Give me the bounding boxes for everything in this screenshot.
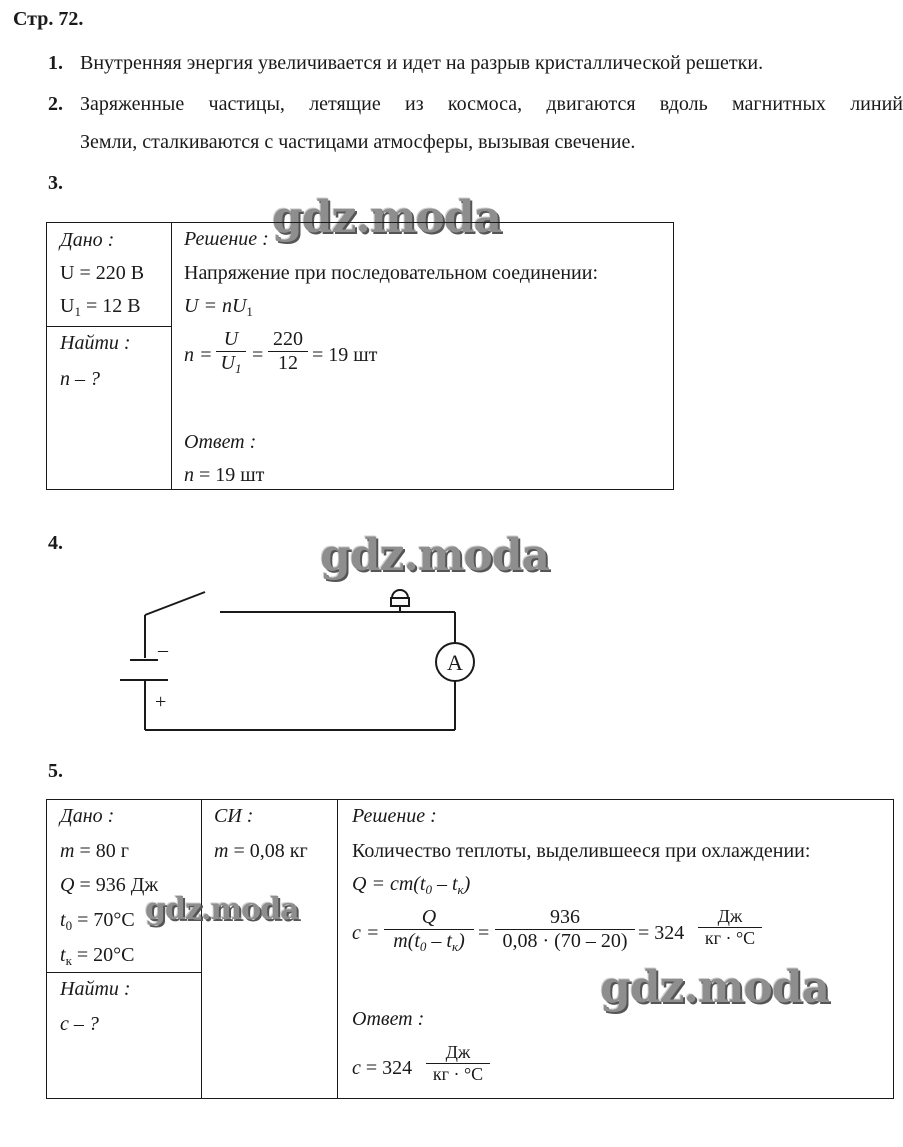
item-5-unit-fraction: Дж кг · °C	[698, 906, 762, 949]
item-5-fraction-2: $\frac{936}{0,08 \cdot (70 - 20)}$	[495, 906, 635, 953]
plus-sign: +	[155, 691, 167, 713]
item-5-given-tk: $t_к = 20^\circ C$	[60, 944, 135, 968]
item-3-formula-2-eq: =	[252, 344, 264, 366]
item-5-formula-2-lhs: c =	[352, 922, 380, 944]
item-3-divider	[171, 222, 172, 489]
item-3-solution-text: Напряжение при последовательном соединении:	[184, 262, 599, 284]
item-5-fraction-1: Q $m(t_0 - t_к)$	[384, 906, 474, 955]
item-5-formula-1: $Q = cm(t_0 - t_к)$	[352, 873, 471, 897]
item-3-given-1: U = 220 В	[60, 262, 145, 284]
item-2-line-1: Заряженные частицы, летящие из космоса, двигаются вдоль магнитных линий	[80, 93, 903, 115]
item-3-solution-label: Решение :	[184, 228, 269, 250]
item-5-answer-unit-fraction: Дж кг · °C	[426, 1042, 490, 1085]
item-5-given-m: m = 80 г	[60, 840, 129, 862]
ammeter-label: A	[447, 650, 463, 675]
watermark: gdz.moda	[272, 192, 502, 243]
item-3-given-divider	[46, 326, 171, 327]
item-5-solution-text: Количество теплоты, выделившееся при охлаждении:	[352, 840, 811, 862]
item-2-line-2: Земли, сталкиваются с частицами атмосферы, вызывая свечение.	[80, 131, 636, 153]
watermark-2: gdz.moda	[320, 530, 550, 581]
item-5-answer-label: Ответ :	[352, 1008, 425, 1030]
lamp-base	[391, 598, 409, 606]
item-3-fraction-1: $\frac{U}{U_1}$	[216, 328, 246, 377]
item-5-formula-2-eq: =	[478, 922, 490, 944]
watermark-4: gdz.moda	[600, 962, 830, 1013]
item-5-answer-value: c = 324	[352, 1057, 413, 1079]
item-5-given-divider	[46, 972, 201, 973]
item-5-find-value: c – ?	[60, 1013, 99, 1035]
page-title: Стр. 72.	[13, 8, 84, 30]
item-5-given-q: Q = 936 Дж	[60, 874, 159, 896]
item-3-given-2: $U_1 = 12$ В	[60, 295, 141, 319]
item-1-text: Внутренняя энергия увеличивается и идет на разрыв кристаллической решетки.	[80, 52, 764, 74]
item-2-number: 2.	[48, 93, 63, 115]
item-3-given-label: Дано :	[60, 229, 115, 251]
watermark-3: gdz.moda	[145, 892, 299, 927]
item-5-formula-2-result: = 324	[638, 922, 685, 944]
item-5-divider-1	[201, 799, 202, 1098]
item-5-given-t0: $t_0 = 70^\circ C$	[60, 909, 135, 933]
item-5-solution-label: Решение :	[352, 805, 437, 827]
item-3-find-label: Найти :	[60, 332, 131, 354]
item-5-number: 5.	[48, 760, 63, 782]
lamp-bulb	[392, 590, 408, 598]
item-3-formula-2-result: = 19 шт	[312, 344, 378, 366]
item-3-fraction-2: $\frac{220}{12}$	[268, 328, 308, 375]
circuit-diagram	[100, 580, 480, 740]
item-3-answer-value: n = 19 шт	[184, 464, 265, 486]
switch	[145, 592, 205, 615]
item-4-number: 4.	[48, 532, 63, 554]
item-3-formula-2-lhs: n =	[184, 344, 213, 366]
item-3-formula-1: $U = nU_1$	[184, 295, 253, 319]
item-3-number: 3.	[48, 172, 63, 194]
item-3-find-value: n – ?	[60, 368, 100, 390]
item-5-given-label: Дано :	[60, 805, 115, 827]
item-5-si-value: m = 0,08 кг	[214, 840, 308, 862]
item-5-si-label: СИ :	[214, 805, 254, 827]
minus-sign: –	[158, 639, 168, 661]
item-5-find-label: Найти :	[60, 978, 131, 1000]
item-5-divider-2	[337, 799, 338, 1098]
item-3-answer-label: Ответ :	[184, 431, 257, 453]
item-1-number: 1.	[48, 52, 63, 74]
